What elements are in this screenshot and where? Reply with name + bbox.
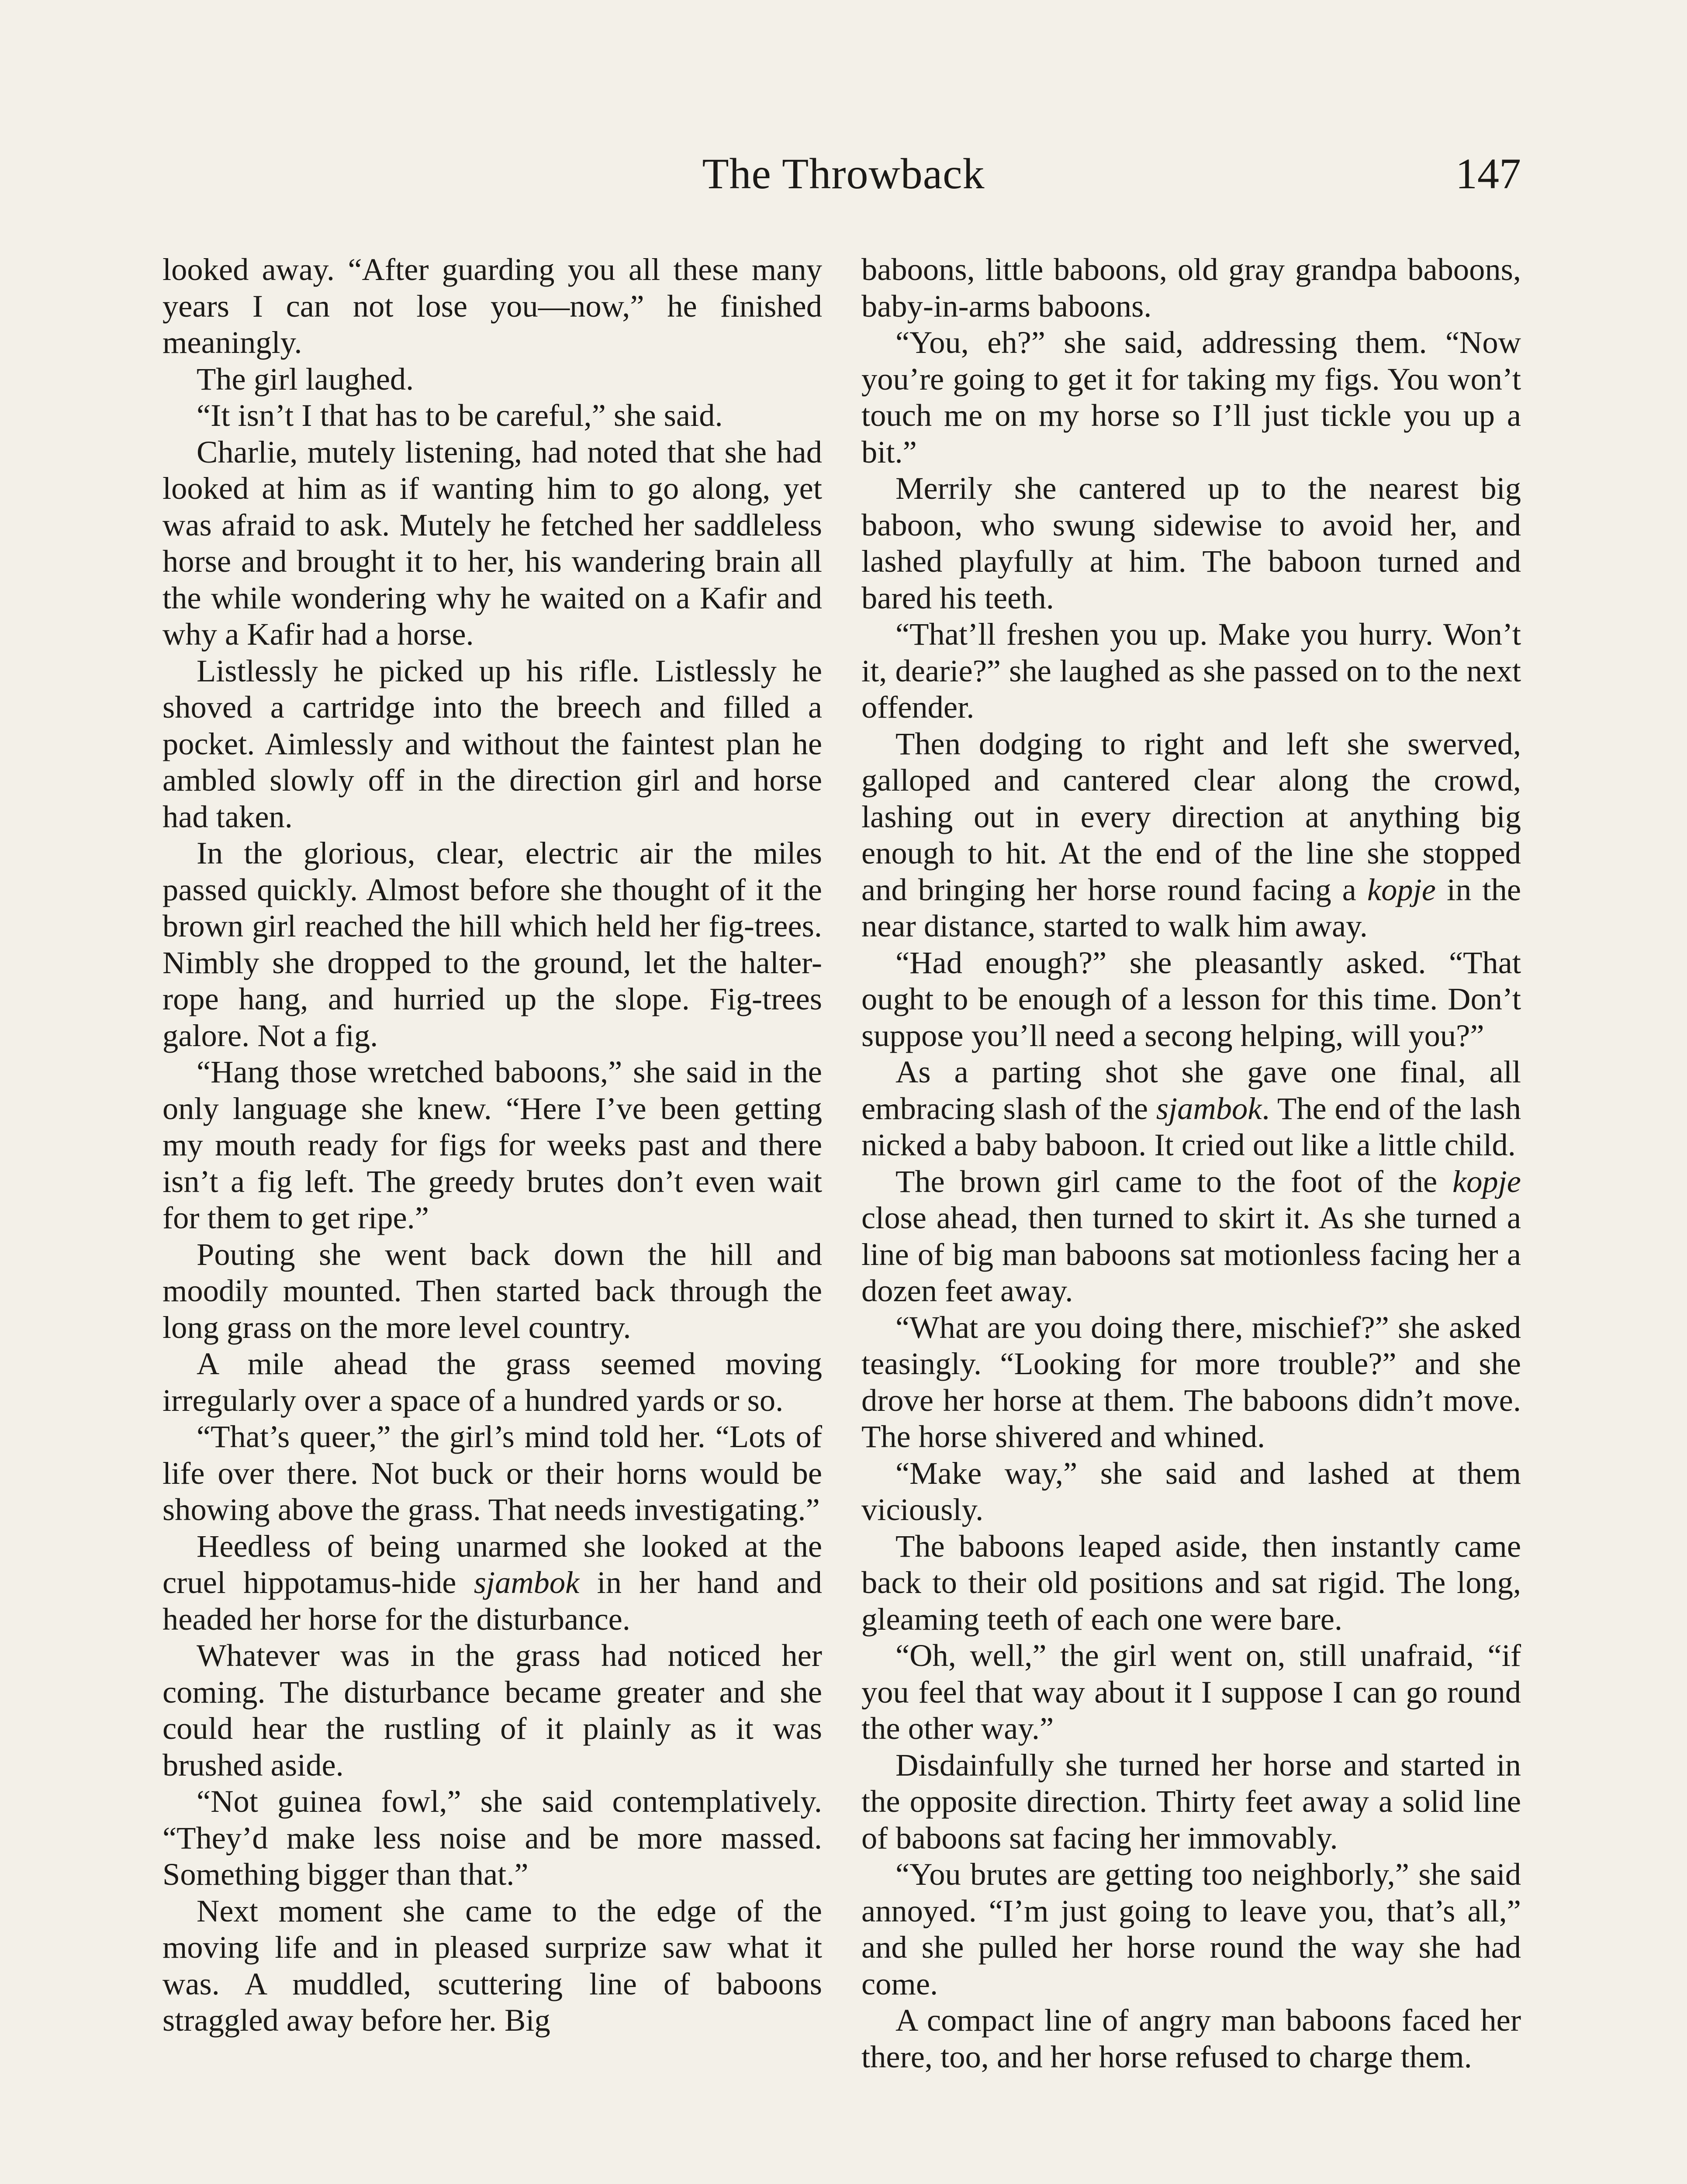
paragraph [861,470,1521,616]
paragraph-text: The girl laughed. [197,361,414,397]
paragraph [861,1455,1521,1528]
paragraph [162,1783,822,1893]
paragraph [861,1163,1521,1309]
paragraph-text: in the near distance, started to walk him away. [861,871,1521,943]
paragraph [162,1345,822,1418]
paragraph-text: The baboons leaped aside, then instantly came back to their old positions and sat rigid. The long, gleaming teeth of each one were bare. [861,1528,1521,1637]
paragraph [162,1418,822,1528]
paragraph [162,251,822,361]
paragraph [162,397,822,434]
paragraph-text: Pouting she went back down the hill and moodily mounted. Then started back through the long grass on the more level country. [162,1236,822,1345]
paragraph-text: Next moment she came to the edge of the moving life and in pleased surprize saw what it was. A muddled, scuttering line of baboons straggled away before her. Big [162,1893,822,2038]
paragraph [861,1856,1521,2002]
paragraph [861,1309,1521,1455]
paragraph [162,1528,822,1638]
paragraph [162,835,822,1054]
page-number: 147 [1455,149,1521,198]
paragraph-text: Listlessly he picked up his rifle. Listlessly he shoved a cartridge into the breech and filled a pocket. Aimlessly and without the faintest plan he ambled slowly off in the direction girl and horse had taken. [162,653,822,834]
paragraph [861,1747,1521,1856]
paragraph-text: . The end of the lash nicked a baby baboon. It cried out like a little child. [861,1090,1521,1162]
story-title: The Throwback [702,149,985,198]
left-text-column [162,251,822,2039]
running-head [0,149,1687,205]
paragraph-text: “You brutes are getting too neighborly,” she said annoyed. “I’m just going to leave you, that’s all,” and she pulled her horse round the way she had come. [861,1856,1521,2001]
paragraph [861,1054,1521,1163]
paragraph-text: Heedless of being unarmed she looked at the cruel hippotamus-hide [162,1528,822,1600]
paragraph [162,1893,822,2039]
paragraph [861,726,1521,944]
paragraph-text: “What are you doing there, mischief?” she asked teasingly. “Looking for more trouble?” and she drove her horse at them. The baboons didn’t move. The horse shivered and whined. [861,1309,1521,1454]
paragraph-text: As a parting shot she gave one final, all embracing slash of the [861,1054,1521,1126]
right-text-column [861,251,1521,2075]
paragraph-text: A mile ahead the grass seemed moving irregularly over a space of a hundred yards or so. [162,1346,822,1418]
paragraph-text: Merrily she cantered up to the nearest big baboon, who swung sidewise to avoid her, and lashed playfully at him. The baboon turned and bared his teeth. [861,470,1521,615]
paragraph-text: Whatever was in the grass had noticed her coming. The disturbance became greater and she could hear the rustling of it plainly as it was brushed aside. [162,1638,822,1783]
paragraph [162,1054,822,1236]
paragraph-text: Charlie, mutely listening, had noted that she had looked at him as if wanting him to go along, yet was afraid to ask. Mutely he fetched her saddleless horse and brought it to her, his wandering brain all the while wondering why he waited on a Kafir and why a Kafir had a horse. [162,434,822,652]
italic-term: kopje [1367,871,1436,907]
paragraph [861,616,1521,726]
paragraph-text: A compact line of angry man baboons faced her there, too, and her horse refused to charge them. [861,2002,1521,2074]
paragraph-text: “Had enough?” she pleasantly asked. “That ought to be enough of a lesson for this time. Don’t suppose you’ll need a secong helping, will you?” [861,944,1521,1053]
paragraph [162,434,822,653]
paragraph [861,2002,1521,2075]
paragraph-text: “Hang those wretched baboons,” she said in the only language she knew. “Here I’ve been getting my mouth ready for figs for weeks past and there isn’t a fig left. The greedy brutes don’t even wait for them to get ripe.” [162,1054,822,1235]
paragraph-text: “That’ll freshen you up. Make you hurry. Won’t it, dearie?” she laughed as she passed on to the next offender. [861,616,1521,725]
paragraph [861,1528,1521,1638]
paragraph-text: “It isn’t I that has to be careful,” she said. [197,397,723,433]
paragraph-text: Then dodging to right and left she swerved, galloped and cantered clear along the crowd, lashing out in every direction at anything big enough to hit. At the end of the line she stopped and bringing her horse round facing a [861,726,1521,907]
paragraph-text: “Not guinea fowl,” she said contemplatively. “They’d make less noise and be more massed. Something bigger than that.” [162,1783,822,1892]
paragraph [162,1637,822,1783]
paragraph [861,1637,1521,1747]
paragraph [861,324,1521,470]
paragraph-text: The brown girl came to the foot of the [895,1163,1452,1199]
paragraph [162,361,822,397]
paragraph-text: “Oh, well,” the girl went on, still unafraid, “if you feel that way about it I suppose I can go round the other way.” [861,1638,1521,1746]
italic-term: kopje [1452,1163,1521,1199]
italic-term: sjambok [1156,1090,1262,1126]
paragraph-text: looked away. “After guarding you all these many years I can not lose you—now,” he finished meaningly. [162,252,822,360]
paragraph-text: Disdainfully she turned her horse and started in the opposite direction. Thirty feet away a solid line of baboons sat facing her immovably. [861,1747,1521,1856]
paragraph-text: in her hand and headed her horse for the disturbance. [162,1565,822,1637]
paragraph [861,944,1521,1054]
paragraph-text: baboons, little baboons, old gray grandpa baboons, baby-in-arms baboons. [861,252,1521,324]
paragraph [162,653,822,835]
paragraph-text: close ahead, then turned to skirt it. As she turned a line of big man baboons sat motionless facing her a dozen feet away. [861,1200,1521,1308]
paragraph [861,251,1521,324]
paragraph-text: In the glorious, clear, electric air the miles passed quickly. Almost before she thought of it the brown girl reached the hill which held her fig-trees. Nimbly she dropped to the ground, let the halter-rope hang, and hurried up the slope. Fig-trees galore. Not a fig. [162,835,822,1053]
paragraph-text: “You, eh?” she said, addressing them. “Now you’re going to get it for taking my figs. You won’t touch me on my horse so I’ll just tickle you up a bit.” [861,325,1521,470]
paragraph [162,1236,822,1346]
italic-term: sjambok [474,1565,580,1600]
paragraph-text: “That’s queer,” the girl’s mind told her. “Lots of life over there. Not buck or their horns would be showing above the grass. That needs investigating.” [162,1419,822,1527]
paragraph-text: “Make way,” she said and lashed at them viciously. [861,1455,1521,1527]
